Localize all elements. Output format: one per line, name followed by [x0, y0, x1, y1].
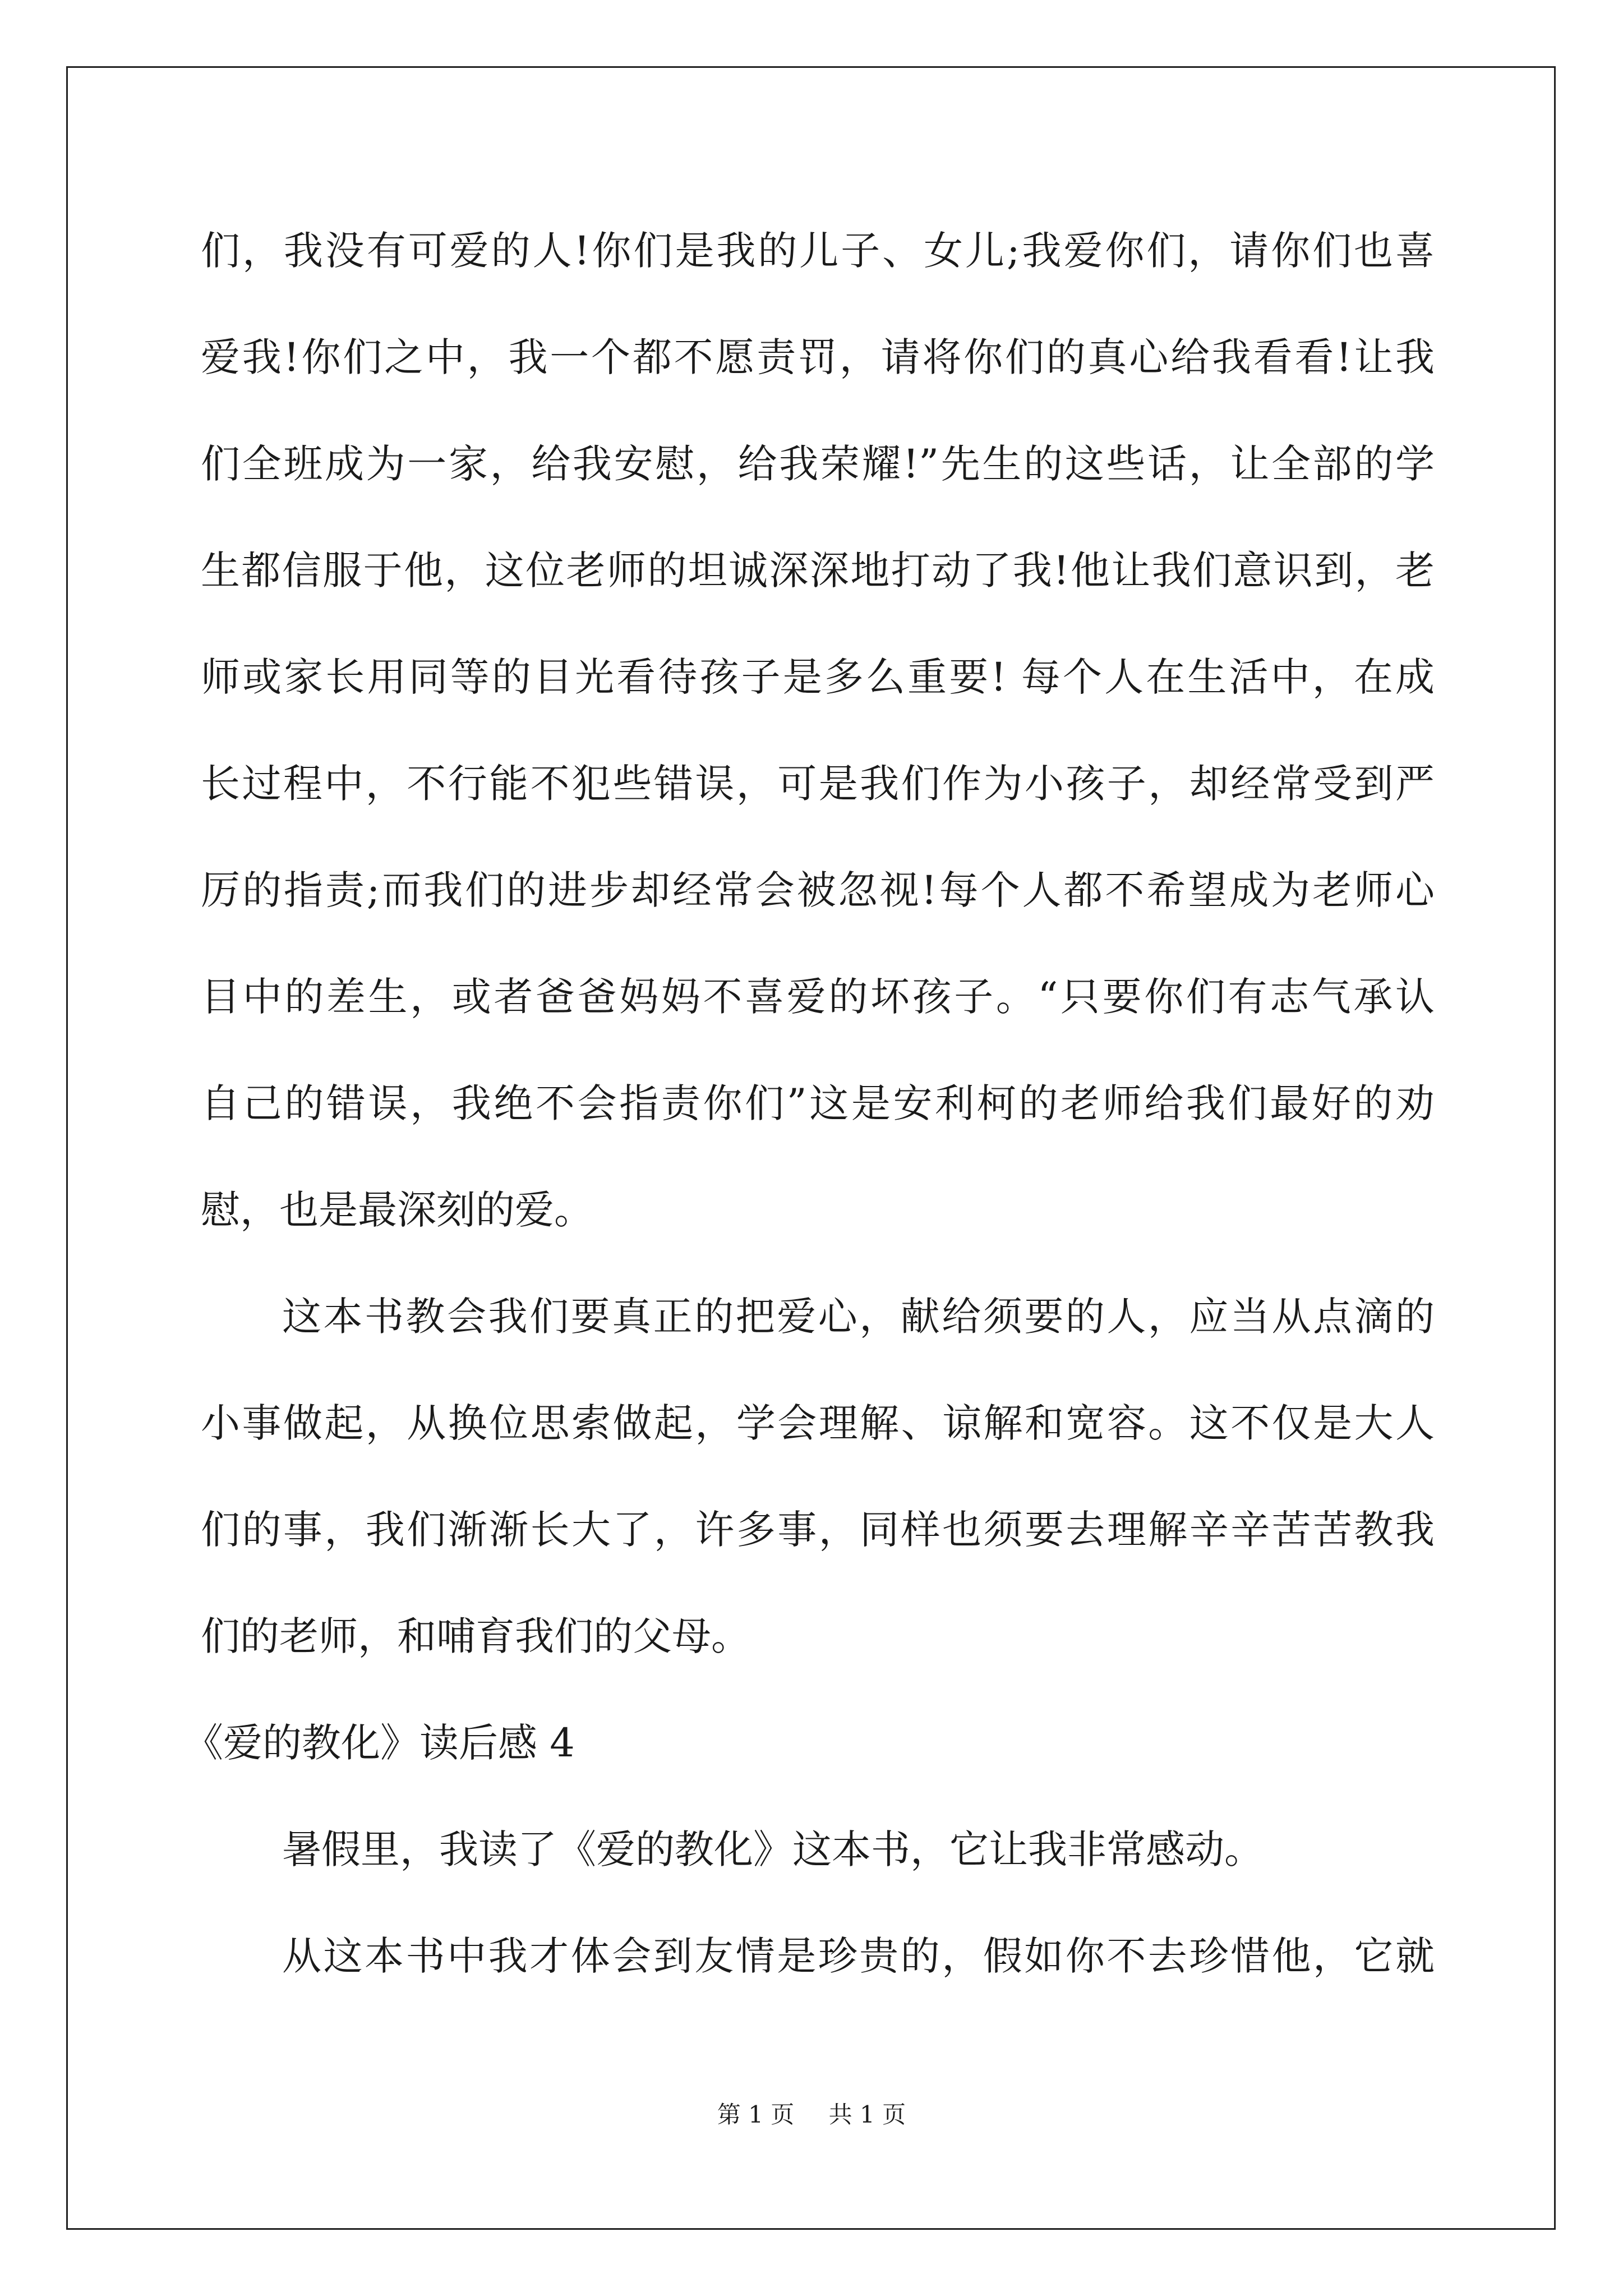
text-line: 自己的错误，我绝不会指责你们”这是安利柯的老师给我们最好的劝	[201, 1080, 1435, 1126]
paragraph-first-line: 从这本书中我才体会到友情是珍贵的，假如你不去珍惜他，它就	[282, 1933, 1435, 1979]
page-number: 第 1 页	[717, 2101, 795, 2128]
text-line: 师或家长用同等的目光看待孩子是多么重要! 每个人在生活中，在成	[201, 654, 1435, 700]
text-line: 们，我没有可爱的人!你们是我的儿子、女儿;我爱你们，请你们也喜	[201, 228, 1435, 274]
text-line: 们全班成为一家，给我安慰，给我荣耀!”先生的这些话，让全部的学	[201, 441, 1435, 487]
text-line: 目中的差生，或者爸爸妈妈不喜爱的坏孩子。“只要你们有志气承认	[201, 974, 1435, 1020]
text-line: 长过程中，不行能不犯些错误，可是我们作为小孩子，却经常受到严	[201, 761, 1435, 807]
paragraph-first-line: 暑假里，我读了《爱的教化》这本书，它让我非常感动。	[282, 1826, 1264, 1872]
text-line: 们的事，我们渐渐长大了，许多事，同样也须要去理解辛辛苦苦教我	[201, 1507, 1435, 1553]
section-heading: 《爱的教化》读后感 4	[184, 1720, 575, 1766]
text-line: 厉的指责;而我们的进步却经常会被忽视!每个人都不希望成为老师心	[201, 867, 1435, 913]
text-line: 们的老师，和哺育我们的父母。	[201, 1613, 750, 1659]
page-total: 共 1 页	[828, 2101, 906, 2128]
text-line: 爱我!你们之中，我一个都不愿责罚，请将你们的真心给我看看!让我	[201, 334, 1435, 380]
text-line: 小事做起，从换位思索做起，学会理解、谅解和宽容。这不仅是大人	[201, 1400, 1435, 1446]
text-line: 慰，也是最深刻的爱。	[201, 1187, 593, 1233]
page-footer	[0, 2098, 1623, 2132]
document-body	[184, 209, 1435, 2021]
text-line: 生都信服于他，这位老师的坦诚深深地打动了我!他让我们意识到，老	[201, 547, 1435, 593]
paragraph-first-line: 这本书教会我们要真正的把爱心，献给须要的人，应当从点滴的	[282, 1294, 1435, 1340]
